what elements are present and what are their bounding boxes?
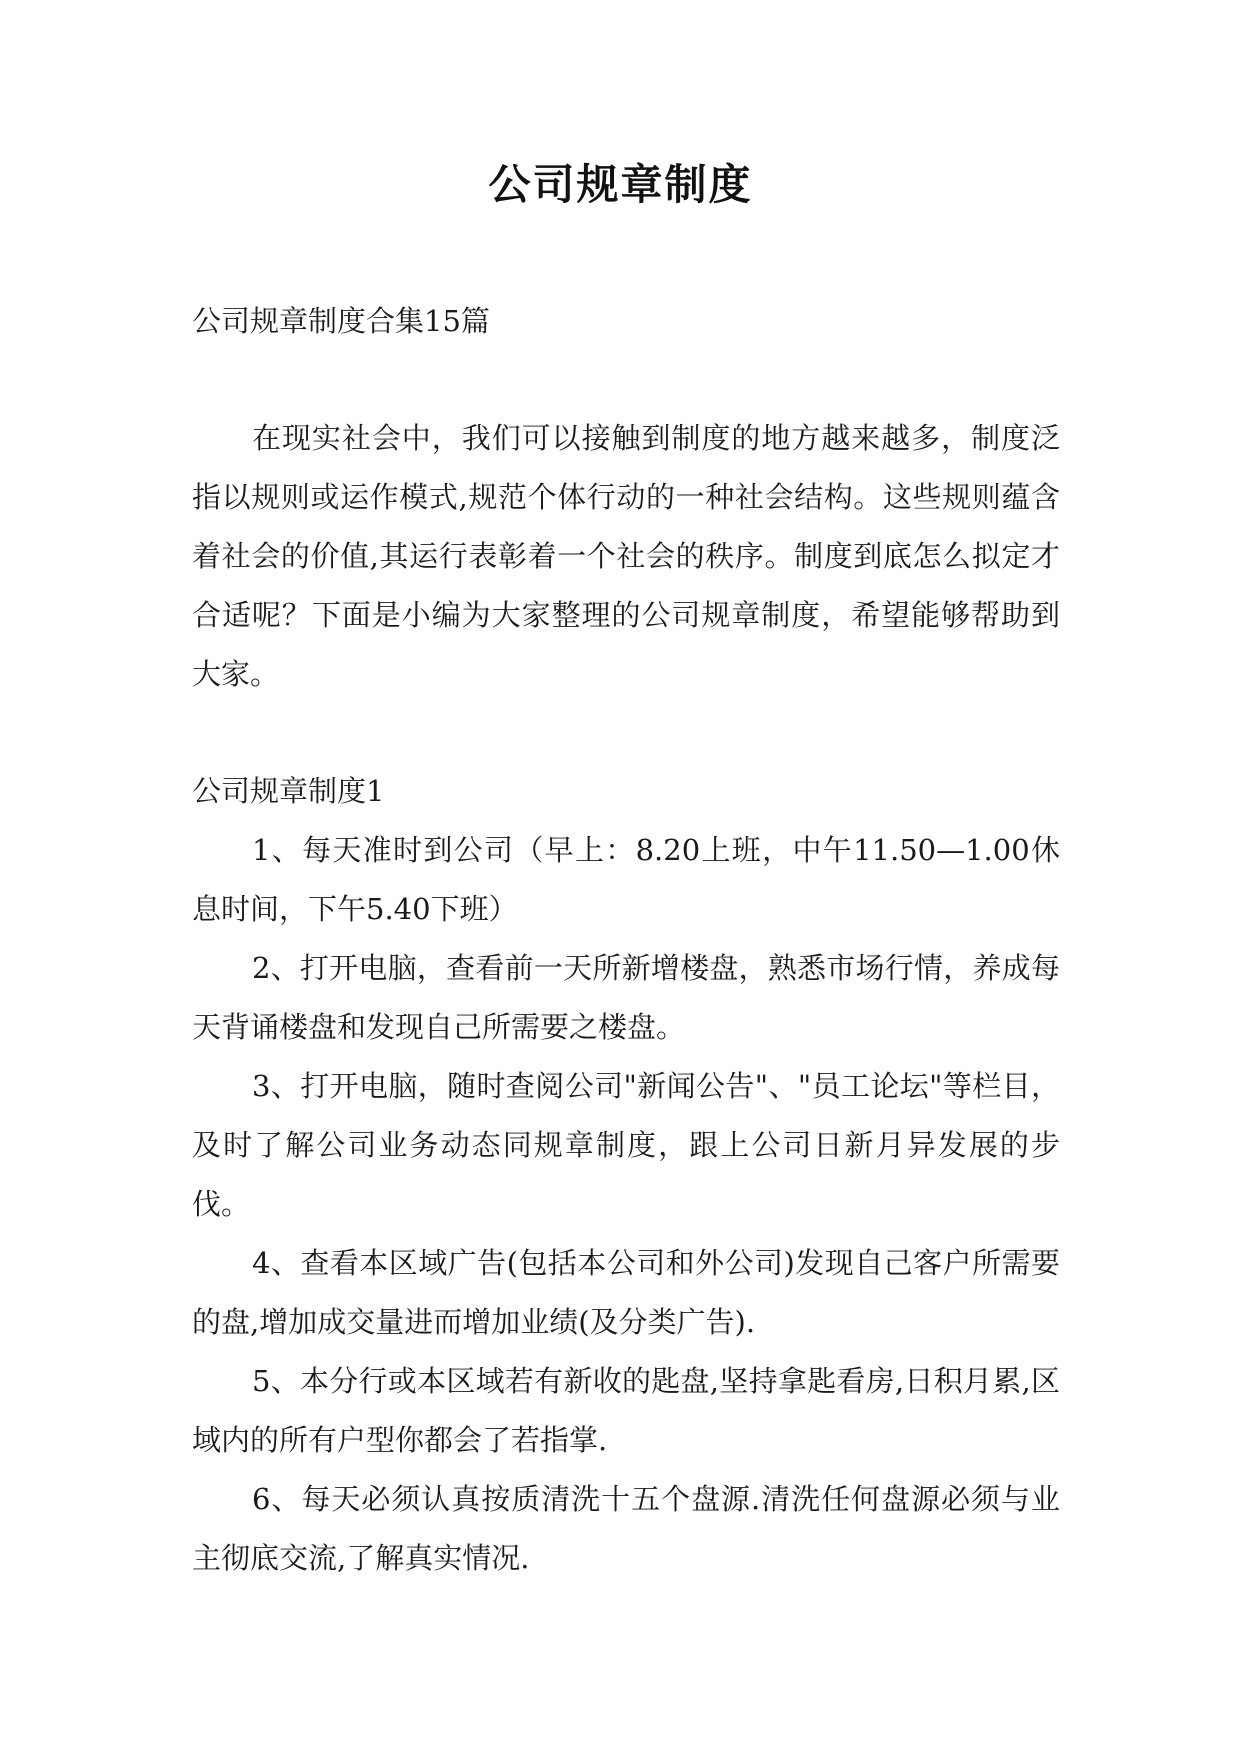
- section-heading: 公司规章制度1: [192, 774, 385, 808]
- rule-item: 2、打开电脑，查看前一天所新增楼盘，熟悉市场行情，养成每天背诵楼盘和发现自己所需要之楼盘。: [192, 951, 1060, 1044]
- intro-paragraph: 在现实社会中，我们可以接触到制度的地方越来越多，制度泛指以规则或运作模式,规范个体行动的一种社会结构。这些规则蕴含着社会的价值,其运行表彰着一个社会的秩序。制度到底怎么拟定才合适呢？下面是小编为大家整理的公司规章制度，希望能够帮助到大家。: [192, 421, 1060, 691]
- rule-item: 6、每天必须认真按质清洗十五个盘源.清洗任何盘源必须与业主彻底交流,了解真实情况.: [192, 1482, 1060, 1575]
- rule-item: 4、查看本区域广告(包括本公司和外公司)发现自己客户所需要的盘,增加成交量进而增加业绩(及分类广告).: [192, 1246, 1060, 1339]
- document-body: [192, 292, 1060, 1588]
- rule-item: 1、每天准时到公司（早上：8.20上班，中午11.50—1.00休息时间，下午5.40下班）: [192, 833, 1060, 926]
- rule-item: 3、打开电脑，随时查阅公司"新闻公告"、"员工论坛"等栏目，及时了解公司业务动态同规章制度，跟上公司日新月异发展的步伐。: [192, 1069, 1060, 1221]
- rule-item: 5、本分行或本区域若有新收的匙盘,坚持拿匙看房,日积月累,区域内的所有户型你都会了若指掌.: [192, 1364, 1060, 1457]
- document-subtitle: 公司规章制度合集15篇: [192, 304, 490, 338]
- document-title: 公司规章制度: [488, 160, 753, 209]
